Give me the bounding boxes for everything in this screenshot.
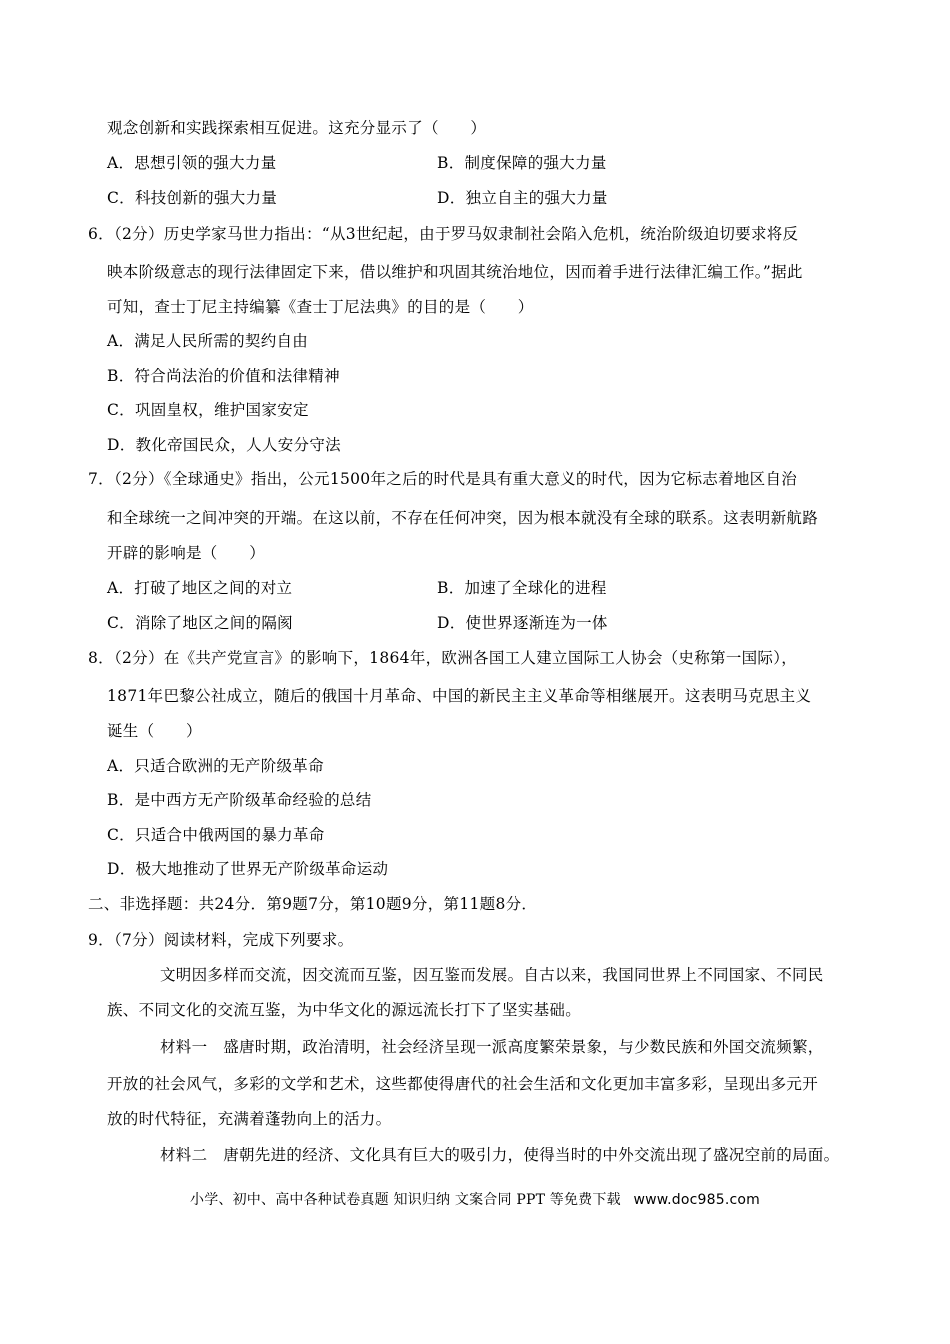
q8-option-d: D．极大地推动了世界无产阶级革命运动 (107, 860, 389, 878)
q7-line-1: 7．（2分）《全球通史》指出，公元1500年之后的时代是具有重大意义的时代，因为它标志着地区自治 (88, 470, 798, 488)
q9-material-1-line-3: 放的时代特征，充满着蓬勃向上的活力。 (107, 1110, 392, 1128)
q6-option-c: C．巩固皇权，维护国家安定 (107, 401, 309, 419)
q7-line-3: 开辟的影响是（ ） (107, 544, 266, 562)
q6-option-d: D．教化帝国民众，人人安分守法 (107, 436, 341, 454)
q6-option-b: B．符合尚法治的价值和法律精神 (107, 367, 340, 385)
q9-intro-line-2: 族、不同文化的交流互鉴，为中华文化的源远流长打下了坚实基础。 (107, 1001, 582, 1019)
q8-line-1: 8．（2分）在《共产党宣言》的影响下，1864年，欧洲各国工人建立国际工人协会（史称第一国际）， (88, 649, 798, 667)
q8-line-3: 诞生（ ） (107, 722, 202, 740)
q6-line-3: 可知，查士丁尼主持编纂《查士丁尼法典》的目的是（ ） (107, 298, 534, 316)
q6-option-a: A．满足人民所需的契约自由 (107, 332, 309, 350)
q5-option-b: B．制度保障的强大力量 (437, 154, 607, 172)
q7-line-2: 和全球统一之间冲突的开端。在这以前，不存在任何冲突，因为根本就没有全球的联系。这表明新航路 (107, 509, 819, 527)
q9-intro-line-1: 文明因多样而交流，因交流而互鉴，因互鉴而发展。自古以来，我国同世界上不同国家、不同民 (160, 966, 824, 984)
section-2-heading: 二、非选择题：共24分．第9题7分，第10题9分，第11题8分． (88, 895, 538, 913)
q7-option-a: A．打破了地区之间的对立 (107, 579, 293, 597)
q9-material-2-line-1: 材料二 唐朝先进的经济、文化具有巨大的吸引力，使得当时的中外交流出现了盛况空前的局面。 (160, 1146, 840, 1164)
q8-option-a: A．只适合欧洲的无产阶级革命 (107, 757, 324, 775)
q7-option-b: B．加速了全球化的进程 (437, 579, 607, 597)
q5-option-c: C．科技创新的强大力量 (107, 189, 278, 207)
q9-material-1-line-2: 开放的社会风气，多彩的文学和艺术，这些都使得唐代的社会生活和文化更加丰富多彩，呈现出多元开 (107, 1075, 819, 1093)
q7-option-d: D．使世界逐渐连为一体 (437, 614, 608, 632)
q5-option-d: D．独立自主的强大力量 (437, 189, 608, 207)
footer (0, 1190, 950, 1210)
footer-text: 小学、初中、高中各种试卷真题 知识归纳 文案合同 PPT 等免费下载 (190, 1192, 621, 1208)
q6-line-1: 6．（2分）历史学家马世力指出：“从3世纪起，由于罗马奴隶制社会陷入危机，统治阶级迫切要求将反 (88, 225, 799, 243)
q6-line-2: 映本阶级意志的现行法律固定下来，借以维护和巩固其统治地位，因而着手进行法律汇编工作。”据此 (107, 263, 803, 281)
q8-option-b: B．是中西方无产阶级革命经验的总结 (107, 791, 372, 809)
q8-line-2: 1871年巴黎公社成立，随后的俄国十月革命、中国的新民主主义革命等相继展开。这表明马克思主义 (107, 687, 812, 705)
q5-continuation: 观念创新和实践探索相互促进。这充分显示了（ ） (107, 119, 487, 137)
q8-option-c: C．只适合中俄两国的暴力革命 (107, 826, 325, 844)
footer-url[interactable]: www.doc985.com (633, 1192, 760, 1208)
q7-option-c: C．消除了地区之间的隔阂 (107, 614, 293, 632)
q9-heading: 9．（7分）阅读材料，完成下列要求。 (88, 931, 354, 949)
q5-option-a: A．思想引领的强大力量 (107, 154, 277, 172)
q9-material-1-line-1: 材料一 盛唐时期，政治清明，社会经济呈现一派高度繁荣景象，与少数民族和外国交流频繁， (160, 1038, 824, 1056)
